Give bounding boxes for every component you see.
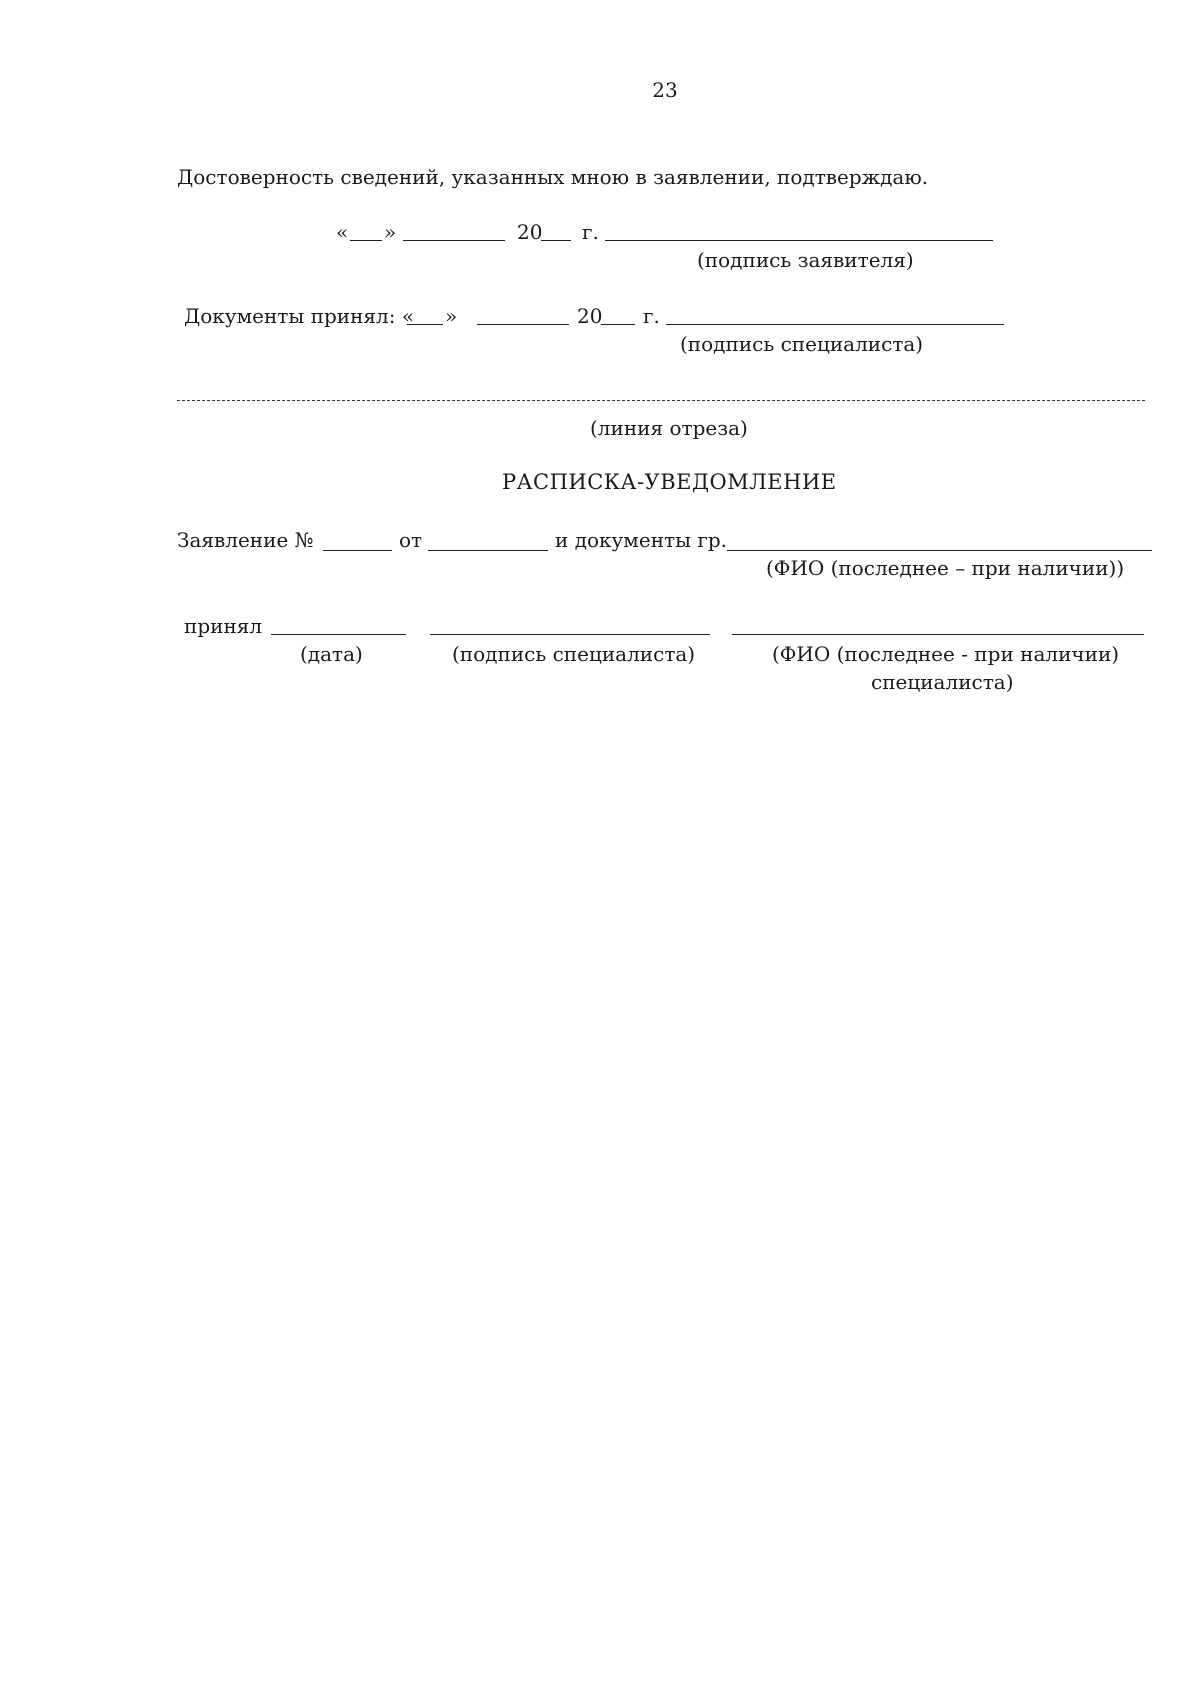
applicant-fio-caption: (ФИО (последнее – при наличии)) bbox=[766, 556, 1125, 580]
receipt-title: РАСПИСКА-УВЕДОМЛЕНИЕ bbox=[502, 470, 837, 494]
confirmation-text: Достоверность сведений, указанных мною в заявлении, подтверждаю. bbox=[177, 165, 929, 189]
received-signature-line bbox=[430, 634, 710, 635]
accepted-label: Документы принял: « bbox=[184, 304, 415, 328]
received-fio-caption-line2: специалиста) bbox=[871, 670, 1014, 694]
specialist-signature-line bbox=[666, 324, 1004, 325]
applicant-signature-caption: (подпись заявителя) bbox=[697, 248, 914, 272]
application-date-blank bbox=[428, 550, 548, 551]
application-label: Заявление № bbox=[177, 528, 314, 552]
cut-line bbox=[177, 400, 1145, 401]
year-suffix: г. bbox=[582, 220, 599, 244]
accepted-year-prefix: 20 bbox=[577, 304, 603, 328]
received-signature-caption: (подпись специалиста) bbox=[452, 642, 696, 666]
accepted-day-blank bbox=[407, 324, 443, 325]
received-label: принял bbox=[184, 614, 263, 638]
received-date-line bbox=[271, 634, 406, 635]
documents-label: и документы гр. bbox=[555, 528, 728, 552]
application-number-blank bbox=[323, 550, 392, 551]
applicant-fio-line bbox=[727, 550, 1152, 551]
day-blank bbox=[350, 240, 382, 241]
accepted-month-blank bbox=[477, 324, 569, 325]
specialist-signature-caption: (подпись специалиста) bbox=[680, 332, 924, 356]
year-blank bbox=[541, 240, 571, 241]
cut-line-caption: (линия отреза) bbox=[590, 416, 748, 440]
from-label: от bbox=[399, 528, 423, 552]
received-fio-caption-line1: (ФИО (последнее - при наличии) bbox=[772, 642, 1120, 666]
accepted-quote-close: » bbox=[445, 304, 458, 328]
month-blank bbox=[403, 240, 505, 241]
received-fio-line bbox=[732, 634, 1144, 635]
applicant-signature-line bbox=[605, 240, 993, 241]
page-number: 23 bbox=[652, 78, 678, 102]
accepted-year-blank bbox=[601, 324, 635, 325]
accepted-year-suffix: г. bbox=[643, 304, 660, 328]
date-quote-close: » bbox=[384, 220, 397, 244]
year-prefix: 20 bbox=[517, 220, 543, 244]
date-caption: (дата) bbox=[300, 642, 363, 666]
date-quote-open: « bbox=[336, 220, 349, 244]
